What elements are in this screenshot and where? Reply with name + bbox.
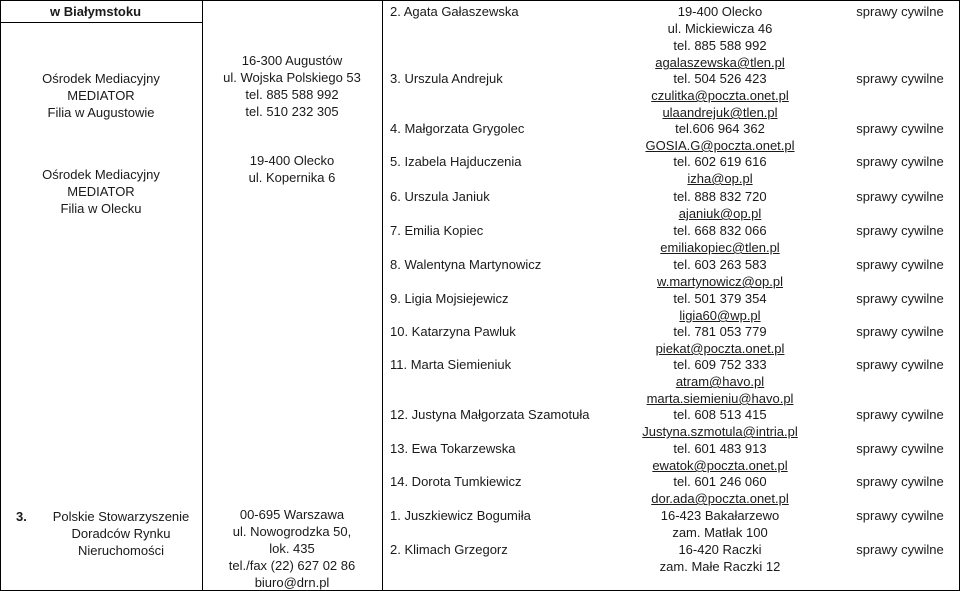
org-line: Filia w Augustowie: [47, 105, 155, 120]
mediator-name: 11. Marta Siemieniuk: [390, 357, 512, 372]
mediator-contact: [600, 188, 840, 222]
address-line: 00-695 Warszawa: [239, 507, 345, 522]
org-line: MEDIATOR: [67, 184, 135, 199]
contact-line: tel. 888 832 720: [673, 189, 767, 204]
mediator-contact: [600, 153, 840, 187]
address-line: ul. Kopernika 6: [248, 170, 336, 185]
email-link[interactable]: atram@havo.pl: [675, 374, 765, 389]
mediator-contact: [600, 323, 840, 357]
contact-line: 16-420 Raczki: [678, 542, 762, 557]
email-link[interactable]: GOSIA.G@poczta.onet.pl: [645, 138, 795, 153]
contact-line: tel. 609 752 333: [673, 357, 767, 372]
mediator-name: 7. Emilia Kopiec: [390, 223, 484, 238]
contact-line: tel. 504 526 423: [673, 71, 767, 86]
address-line: tel. 510 232 305: [245, 104, 339, 119]
contact-line: 16-423 Bakałarzewo: [660, 508, 780, 523]
org-line: Nieruchomości: [78, 543, 164, 558]
email-link[interactable]: marta.siemieniu@havo.pl: [646, 391, 794, 406]
mediator-name: 12. Justyna Małgorzata Szamotuła: [390, 407, 590, 422]
email-link[interactable]: czulitka@poczta.onet.pl: [651, 88, 789, 103]
mediator-contact: [600, 440, 840, 474]
contact-line: zam. Małe Raczki 12: [659, 559, 781, 574]
mediator-contact: [600, 256, 840, 290]
address-line: ul. Wojska Polskiego 53: [223, 70, 361, 85]
address-line: tel./fax (22) 627 02 86: [228, 558, 356, 573]
case-type: sprawy cywilne: [856, 189, 944, 204]
contact-line: ul. Mickiewicza 46: [667, 21, 773, 36]
case-type: sprawy cywilne: [856, 121, 944, 136]
mediator-contact: [600, 406, 840, 440]
mediator-name: 9. Ligia Mojsiejewicz: [390, 291, 509, 306]
contact-line: tel. 602 619 616: [673, 154, 767, 169]
mediator-name: 3. Urszula Andrejuk: [390, 71, 503, 86]
mediator-name: 10. Katarzyna Pawluk: [390, 324, 516, 339]
case-type: sprawy cywilne: [856, 71, 944, 86]
contact-line: tel. 501 379 354: [673, 291, 767, 306]
mediator-name: 2. Klimach Grzegorz: [390, 542, 508, 557]
contact-line: tel. 781 053 779: [673, 324, 767, 339]
mediator-name: 4. Małgorzata Grygolec: [390, 121, 525, 136]
contact-line: tel. 603 263 583: [673, 257, 767, 272]
contact-line: tel.606 964 362: [675, 121, 765, 136]
address-warszawa: [202, 506, 382, 591]
section-heading: w Białymstoku: [50, 4, 142, 19]
mediator-name: 2. Agata Gałaszewska: [390, 4, 519, 19]
org-psdrn: [40, 508, 202, 559]
email-link[interactable]: agalaszewska@tlen.pl: [655, 55, 785, 70]
item-number: 3.: [16, 509, 27, 524]
case-type: sprawy cywilne: [856, 154, 944, 169]
case-type: sprawy cywilne: [856, 4, 944, 19]
org-line: MEDIATOR: [67, 88, 135, 103]
contact-line: tel. 601 483 913: [673, 441, 767, 456]
contact-line: tel. 668 832 066: [673, 223, 767, 238]
address-email[interactable]: biuro@drn.pl: [254, 575, 330, 590]
mediator-contact: [600, 473, 840, 507]
case-type: sprawy cywilne: [856, 291, 944, 306]
contact-line: tel. 885 588 992: [673, 38, 767, 53]
email-link[interactable]: w.martynowicz@op.pl: [657, 274, 783, 289]
mediator-name: 14. Dorota Tumkiewicz: [390, 474, 522, 489]
email-link[interactable]: ligia60@wp.pl: [679, 308, 761, 323]
email-link[interactable]: dor.ada@poczta.onet.pl: [651, 491, 789, 506]
email-link[interactable]: ewatok@poczta.onet.pl: [652, 458, 788, 473]
case-type: sprawy cywilne: [856, 223, 944, 238]
email-link[interactable]: emiliakopiec@tlen.pl: [660, 240, 780, 255]
mediator-contact: [600, 290, 840, 324]
case-type: sprawy cywilne: [856, 542, 944, 557]
mediator-contact: [600, 541, 840, 575]
mediator-name: 1. Juszkiewicz Bogumiła: [390, 508, 531, 523]
case-type: sprawy cywilne: [856, 257, 944, 272]
address-line: 19-400 Olecko: [249, 153, 335, 168]
mediator-contact: [600, 70, 840, 121]
contact-line: tel. 608 513 415: [673, 407, 767, 422]
email-link[interactable]: piekat@poczta.onet.pl: [655, 341, 785, 356]
contact-line: 19-400 Olecko: [677, 4, 763, 19]
mediator-contact: [600, 222, 840, 256]
email-link[interactable]: Justyna.szmotula@intria.pl: [642, 424, 798, 439]
email-link[interactable]: ajaniuk@op.pl: [678, 206, 762, 221]
mediator-contact: [600, 120, 840, 154]
org-line: Polskie Stowarzyszenie: [52, 509, 190, 524]
org-line: Doradców Rynku: [71, 526, 171, 541]
address-line: tel. 885 588 992: [245, 87, 339, 102]
address-augustow: [202, 52, 382, 120]
org-line: Ośrodek Mediacyjny: [42, 167, 160, 182]
email-link[interactable]: izha@op.pl: [687, 171, 753, 186]
address-line: lok. 435: [269, 541, 315, 556]
mediator-contact: [600, 3, 840, 71]
contact-line: zam. Matłak 100: [672, 525, 768, 540]
mediator-name: 13. Ewa Tokarzewska: [390, 441, 516, 456]
email-link[interactable]: ulaandrejuk@tlen.pl: [662, 105, 778, 120]
org-line: Ośrodek Mediacyjny: [42, 71, 160, 86]
org-olecko: [0, 166, 202, 217]
address-line: ul. Nowogrodzka 50,: [232, 524, 352, 539]
case-type: sprawy cywilne: [856, 324, 944, 339]
contact-line: tel. 601 246 060: [673, 474, 767, 489]
mediator-name: 6. Urszula Janiuk: [390, 189, 490, 204]
org-line: Filia w Olecku: [60, 201, 142, 216]
address-line: 16-300 Augustów: [241, 53, 343, 68]
mediator-contact: [600, 356, 840, 407]
mediator-name: 8. Walentyna Martynowicz: [390, 257, 542, 272]
case-type: sprawy cywilne: [856, 508, 944, 523]
case-type: sprawy cywilne: [856, 407, 944, 422]
org-augustow: [0, 70, 202, 121]
mediator-name: 5. Izabela Hajduczenia: [390, 154, 522, 169]
mediator-contact: [600, 507, 840, 541]
case-type: sprawy cywilne: [856, 474, 944, 489]
address-olecko: [202, 152, 382, 186]
case-type: sprawy cywilne: [856, 441, 944, 456]
case-type: sprawy cywilne: [856, 357, 944, 372]
